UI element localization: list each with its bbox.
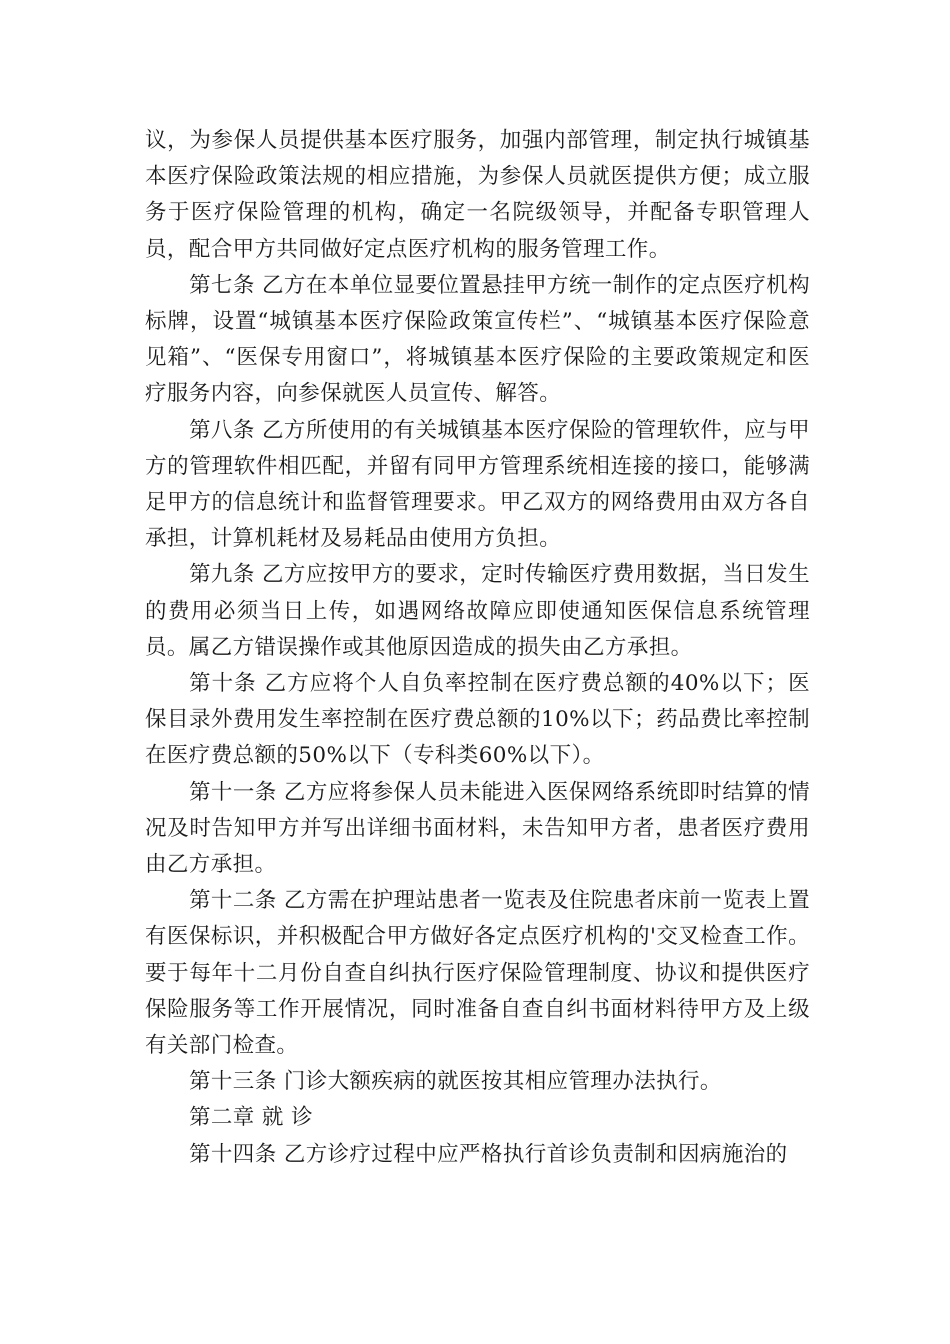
chapter-heading: 第二章 就 诊 xyxy=(189,1105,313,1131)
paragraph-article-13: 第十三条 门诊大额疾病的就医按其相应管理办法执行。 xyxy=(189,1069,722,1095)
paragraph-article-9: 第九条 乙方应按甲方的要求，定时传输医疗费用数据，当日发生的费用必须当日上传，如遇网络故障应即使通知医保信息系统管理员。属乙方错误操作或其他原因造成的损失由乙方承担。 xyxy=(145,562,810,660)
paragraph-article-10: 第十条 乙方应将个人自负率控制在医疗费总额的40%以下；医保目录外费用发生率控制在医疗费总额的10%以下；药品费比率控制在医疗费总额的50%以下（专科类60%以下）。 xyxy=(145,671,810,769)
paragraph-article-11: 第十一条 乙方应将参保人员未能进入医保网络系统即时结算的情况及时告知甲方并写出详细书面材料，未告知甲方者，患者医疗费用由乙方承担。 xyxy=(145,779,810,878)
paragraph-article-8: 第八条 乙方所使用的有关城镇基本医疗保险的管理软件，应与甲方的管理软件相匹配，并留有同甲方管理系统相连接的接口，能够满足甲方的信息统计和监督管理要求。甲乙双方的网络费用由双方各自承担，计算机耗材及易耗品由使用方负担。 xyxy=(145,417,810,552)
document-page xyxy=(145,123,810,1173)
paragraph-article-12: 第十二条 乙方需在护理站患者一览表及住院患者床前一览表上置有医保标识，并积极配合甲方做好各定点医疗机构的'交叉检查工作。要于每年十二月份自查自纠执行医疗保险管理制度、协议和提供医疗保险服务等工作开展情况，同时准备自查自纠书面材料待甲方及上级有关部门检查。 xyxy=(145,888,810,1059)
paragraph-continuation: 议，为参保人员提供基本医疗服务，加强内部管理，制定执行城镇基本医疗保险政策法规的相应措施，为参保人员就医提供方便；成立服务于医疗保险管理的机构，确定一名院级领导，并配备专职管理人员，配合甲方共同做好定点医疗机构的服务管理工作。 xyxy=(145,128,810,262)
paragraph-article-14: 第十四条 乙方诊疗过程中应严格执行首诊负责制和因病施治的 xyxy=(189,1141,788,1167)
paragraph-article-7: 第七条 乙方在本单位显要位置悬挂甲方统一制作的定点医疗机构标牌，设置“城镇基本医疗保险政策宣传栏”、“城镇基本医疗保险意见箱”、“医保专用窗口”，将城镇基本医疗保险的主要政策规定和医疗服务内容，向参保就医人员宣传、解答。 xyxy=(145,272,810,407)
